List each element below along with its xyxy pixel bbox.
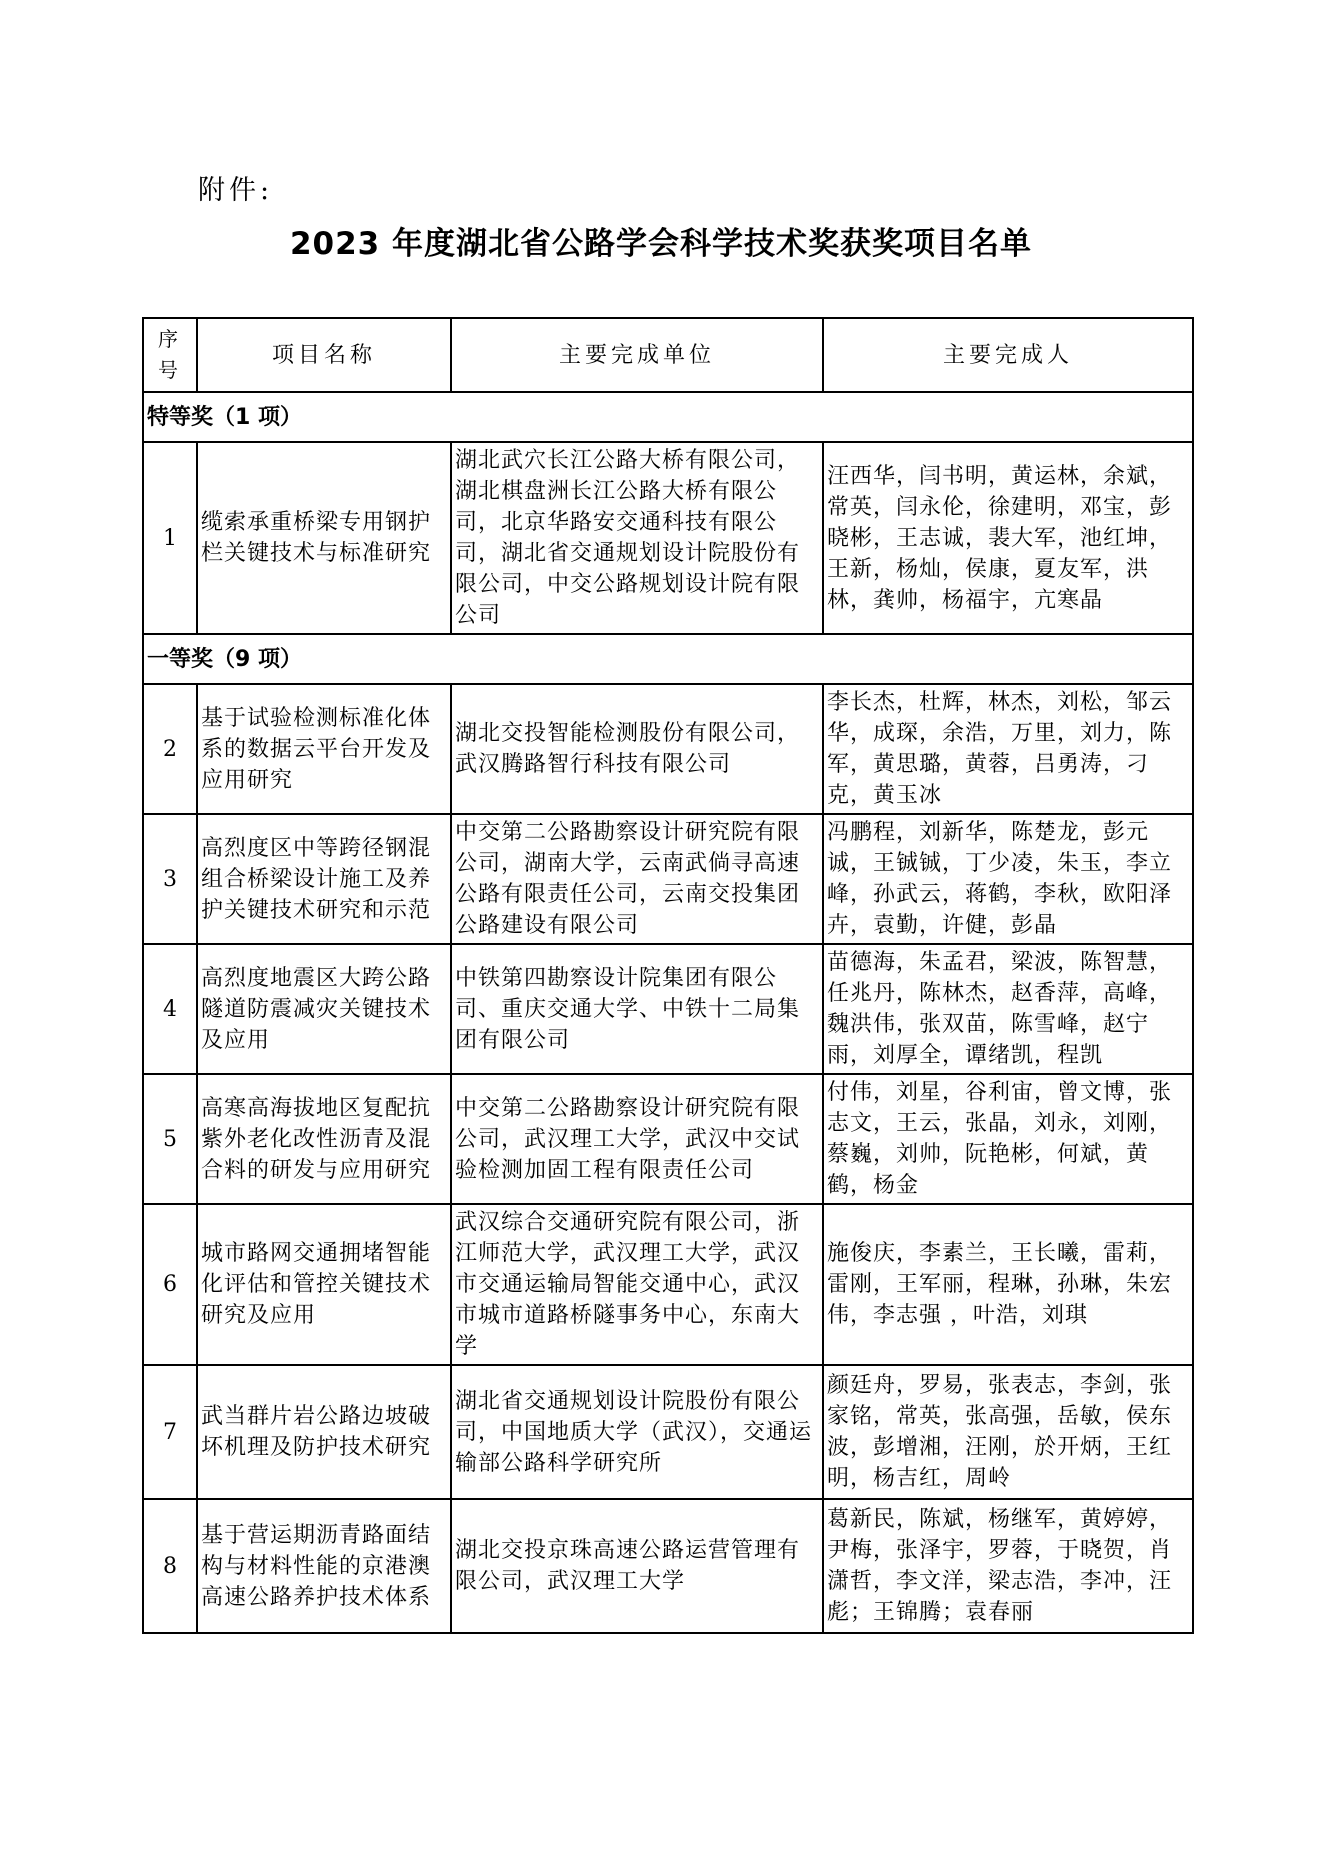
section-row <box>143 634 1193 684</box>
document-title: 2023 年度湖北省公路学会科学技术奖获奖项目名单 <box>289 226 1033 262</box>
table-row <box>143 1204 1193 1365</box>
cell-project-name: 武当群片岩公路边坡破坏机理及防护技术研究 <box>197 1365 451 1499</box>
table-row <box>143 1365 1193 1499</box>
cell-units: 湖北交投京珠高速公路运营管理有限公司，武汉理工大学 <box>451 1499 823 1633</box>
cell-no: 5 <box>143 1074 197 1204</box>
cell-project-name: 缆索承重桥梁专用钢护栏关键技术与标准研究 <box>197 442 451 634</box>
header-people: 主要完成人 <box>823 318 1193 392</box>
cell-project-name: 基于试验检测标准化体系的数据云平台开发及应用研究 <box>197 684 451 814</box>
table-row <box>143 442 1193 634</box>
cell-people: 颜廷舟，罗易，张表志，李剑，张家铭，常英，张高强，岳敏，侯东波，彭增湘，汪刚，於开炳，王红明，杨吉红，周岭 <box>823 1365 1193 1499</box>
cell-people: 汪西华，闫书明，黄运林，余斌，常英，闫永伦，徐建明，邓宝，彭晓彬，王志诚，裴大军，池红坤，王新，杨灿，侯康，夏友军，洪林，龚帅，杨福宇，亢寒晶 <box>823 442 1193 634</box>
cell-no: 4 <box>143 944 197 1074</box>
cell-people: 付伟，刘星，谷利宙，曾文博，张志文，王云，张晶，刘永，刘刚，蔡巍，刘帅，阮艳彬，何斌，黄鹤，杨金 <box>823 1074 1193 1204</box>
table-row <box>143 814 1193 944</box>
cell-no: 8 <box>143 1499 197 1633</box>
cell-no: 7 <box>143 1365 197 1499</box>
cell-no: 2 <box>143 684 197 814</box>
section-row <box>143 392 1193 442</box>
cell-project-name: 高寒高海拔地区复配抗紫外老化改性沥青及混合料的研发与应用研究 <box>197 1074 451 1204</box>
cell-units: 武汉综合交通研究院有限公司，浙江师范大学，武汉理工大学，武汉市交通运输局智能交通中心，武汉市城市道路桥隧事务中心，东南大学 <box>451 1204 823 1365</box>
cell-people: 李长杰，杜辉，林杰，刘松，邹云华，成琛，余浩，万里，刘力，陈军，黄思璐，黄蓉，吕勇涛，刁克，黄玉冰 <box>823 684 1193 814</box>
cell-no: 6 <box>143 1204 197 1365</box>
cell-units: 中铁第四勘察设计院集团有限公司、重庆交通大学、中铁十二局集团有限公司 <box>451 944 823 1074</box>
header-units: 主要完成单位 <box>451 318 823 392</box>
cell-project-name: 城市路网交通拥堵智能化评估和管控关键技术研究及应用 <box>197 1204 451 1365</box>
cell-people: 葛新民，陈斌，杨继军，黄婷婷，尹梅，张泽宇，罗蓉，于晓贺，肖潇哲，李文洋，梁志浩，李冲，汪彪；王锦腾；袁春丽 <box>823 1499 1193 1633</box>
table-row <box>143 684 1193 814</box>
cell-project-name: 高烈度地震区大跨公路隧道防震减灾关键技术及应用 <box>197 944 451 1074</box>
cell-project-name: 基于营运期沥青路面结构与材料性能的京港澳高速公路养护技术体系 <box>197 1499 451 1633</box>
table-header-row <box>143 318 1193 392</box>
cell-units: 中交第二公路勘察设计研究院有限公司，武汉理工大学，武汉中交试验检测加固工程有限责任公司 <box>451 1074 823 1204</box>
cell-units: 湖北省交通规划设计院股份有限公司，中国地质大学（武汉），交通运输部公路科学研究所 <box>451 1365 823 1499</box>
cell-no: 1 <box>143 442 197 634</box>
section-title-special: 特等奖（1 项） <box>143 392 1193 442</box>
header-no: 序号 <box>143 318 197 392</box>
cell-no: 3 <box>143 814 197 944</box>
attachment-label: 附件: <box>198 175 274 206</box>
cell-units: 湖北交投智能检测股份有限公司，武汉腾路智行科技有限公司 <box>451 684 823 814</box>
cell-units: 中交第二公路勘察设计研究院有限公司，湖南大学，云南武倘寻高速公路有限责任公司，云南交投集团公路建设有限公司 <box>451 814 823 944</box>
table-row <box>143 1074 1193 1204</box>
section-title-first: 一等奖（9 项） <box>143 634 1193 684</box>
table-row <box>143 1499 1193 1633</box>
cell-units: 湖北武穴长江公路大桥有限公司，湖北棋盘洲长江公路大桥有限公司，北京华路安交通科技有限公司，湖北省交通规划设计院股份有限公司，中交公路规划设计院有限公司 <box>451 442 823 634</box>
cell-project-name: 高烈度区中等跨径钢混组合桥梁设计施工及养护关键技术研究和示范 <box>197 814 451 944</box>
cell-people: 冯鹏程，刘新华，陈楚龙，彭元诚，王铖铖，丁少凌，朱玉，李立峰，孙武云，蒋鹤，李秋，欧阳泽卉，袁勤，许健，彭晶 <box>823 814 1193 944</box>
header-project-name: 项目名称 <box>197 318 451 392</box>
awards-table <box>142 317 1194 1634</box>
cell-people: 施俊庆，李素兰，王长曦，雷莉，雷刚，王军丽，程琳，孙琳，朱宏伟，李志强 ，叶浩，刘琪 <box>823 1204 1193 1365</box>
table-row <box>143 944 1193 1074</box>
cell-people: 苗德海，朱孟君，梁波，陈智慧，任兆丹，陈林杰，赵香萍，高峰，魏洪伟，张双苗，陈雪峰，赵宁雨，刘厚全，谭绪凯，程凯 <box>823 944 1193 1074</box>
